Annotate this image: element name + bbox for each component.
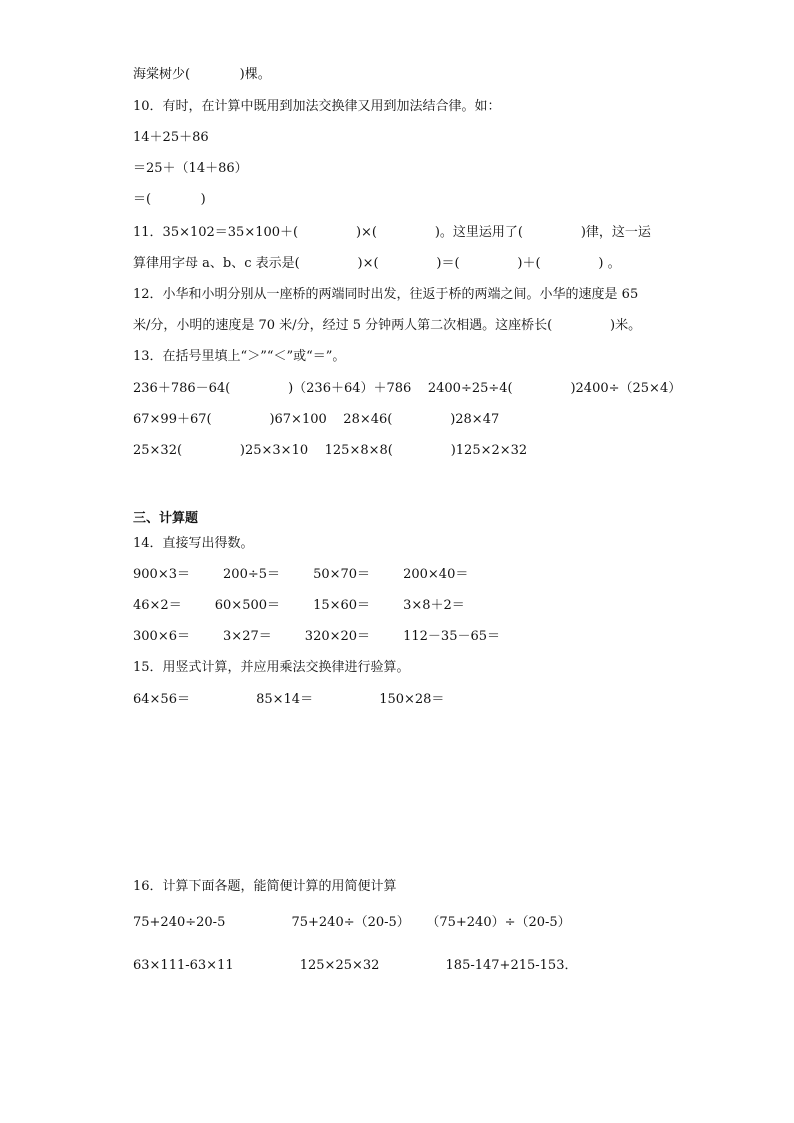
q14-row-3: 300×6＝ 3×27＝ 320×20＝ 112－35－65＝ bbox=[133, 629, 501, 644]
q12-line-1: 12．小华和小明分别从一座桥的两端同时出发，往返于桥的两端之间。小华的速度是 65 bbox=[133, 287, 639, 302]
q16-row-2: 63×111-63×11 125×25×32 185-147+215-153． bbox=[133, 958, 578, 973]
q12-line-2: 米/分，小明的速度是 70 米/分，经过 5 分钟两人第二次相遇。这座桥长( )米。 bbox=[133, 318, 642, 333]
q11-line-2: 算律用字母 a、b、c 表示是( )×( )＝( )＋( ) 。 bbox=[133, 256, 621, 271]
q14-question: 14．直接写出得数。 bbox=[133, 536, 254, 551]
q10-step-2: ＝( ) bbox=[133, 192, 206, 207]
q16-question: 16．计算下面各题，能简便计算的用简便计算 bbox=[133, 879, 397, 894]
q15-question: 15．用竖式计算，并应用乘法交换律进行验算。 bbox=[133, 660, 410, 675]
q16-row-1: 75+240÷20-5 75+240÷（20-5） （75+240）÷（20-5） bbox=[133, 915, 571, 930]
q11-line-1: 11．35×102＝35×100＋( )×( )。这里运用了( )律，这一运 bbox=[133, 225, 651, 240]
q13-question: 13．在括号里填上“＞”“＜”或“＝”。 bbox=[133, 349, 346, 364]
q15-problems: 64×56＝ 85×14＝ 150×28＝ bbox=[133, 692, 445, 707]
q13-row-2: 67×99＋67( )67×100 28×46( )28×47 bbox=[133, 412, 500, 427]
q9-tail-line: 海棠树少( )棵。 bbox=[133, 67, 271, 82]
q10-question: 10．有时，在计算中既用到加法交换律又用到加法结合律。如： bbox=[133, 99, 501, 114]
section-heading: 三、计算题 bbox=[133, 511, 199, 526]
q10-step-1: ＝25＋（14＋86） bbox=[133, 161, 248, 176]
q14-row-2: 46×2＝ 60×500＝ 15×60＝ 3×8＋2＝ bbox=[133, 598, 465, 613]
q13-row-3: 25×32( )25×3×10 125×8×8( )125×2×32 bbox=[133, 443, 528, 458]
q13-row-1: 236＋786－64( )（236＋64）＋786 2400÷25÷4( )2400÷（25×4） bbox=[133, 381, 682, 396]
q14-row-1: 900×3＝ 200÷5＝ 50×70＝ 200×40＝ bbox=[133, 567, 469, 582]
q10-expression: 14＋25＋86 bbox=[133, 130, 209, 145]
